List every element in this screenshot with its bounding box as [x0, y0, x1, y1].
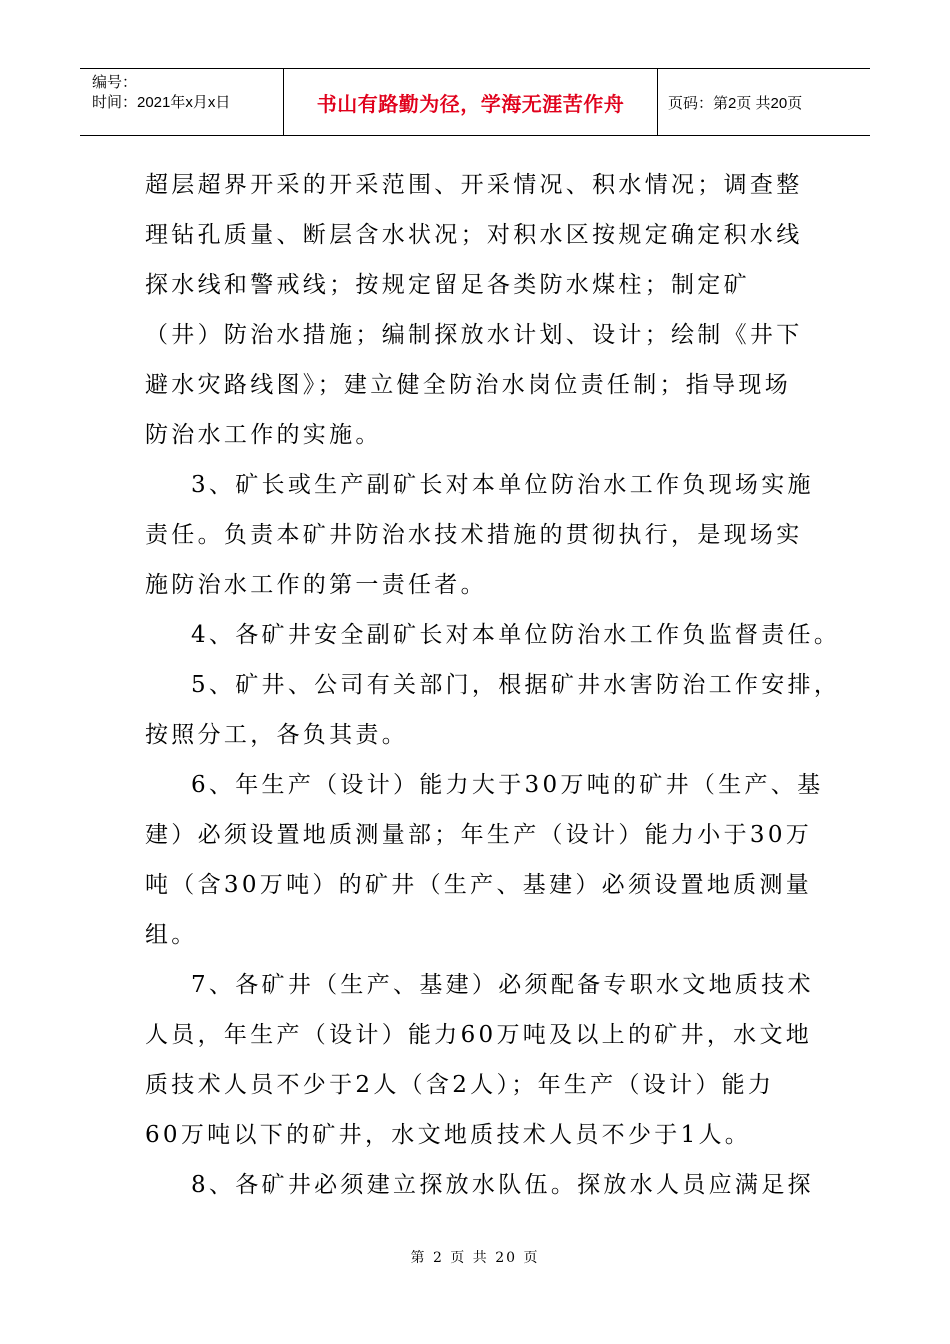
- paragraph: [145, 160, 810, 460]
- paragraph: [145, 610, 841, 660]
- paragraph-line: 60万吨以下的矿井，水文地质技术人员不少于1人。: [145, 1122, 752, 1148]
- document-time-label: 时间：2021年x月x日: [92, 94, 231, 111]
- paragraph-line: 3、矿长或生产副矿长对本单位防治水工作负现场实施: [191, 472, 814, 498]
- paragraph: [145, 1160, 814, 1210]
- paragraph-line: 4、各矿井安全副矿长对本单位防治水工作负监督责任。: [191, 622, 841, 648]
- header-meta: [80, 69, 283, 135]
- paragraph-line: 建）必须设置地质测量部；年生产（设计）能力小于30万: [145, 822, 813, 848]
- paragraph-line: 组。: [145, 922, 198, 948]
- paragraph-line: 质技术人员不少于2人（含2人）；年生产（设计）能力: [145, 1072, 775, 1098]
- paragraph-line: 避水灾路线图》；建立健全防治水岗位责任制；指导现场: [145, 372, 791, 398]
- paragraph-line: 人员，年生产（设计）能力60万吨及以上的矿井，水文地: [145, 1022, 813, 1048]
- header-motto: 书山有路勤为径，学海无涯苦作舟: [283, 69, 658, 135]
- paragraph-line: 8、各矿井必须建立探放水队伍。探放水人员应满足探: [191, 1172, 814, 1198]
- paragraph-line: 超层超界开采的开采范围、开采情况、积水情况；调查整: [145, 172, 803, 198]
- document-body: [145, 160, 841, 1210]
- paragraph-line: 5、矿井、公司有关部门，根据矿井水害防治工作安排，: [191, 672, 841, 698]
- paragraph-line: 探水线和警戒线；按规定留足各类防水煤柱；制定矿: [145, 272, 750, 298]
- document-number-label: 编号：: [92, 74, 138, 91]
- paragraph: [145, 760, 824, 960]
- paragraph-line: 按照分工，各负其责。: [145, 722, 408, 748]
- paragraph-line: （井）防治水措施；编制探放水计划、设计；绘制《井下: [145, 322, 803, 348]
- page-header: [80, 68, 870, 136]
- paragraph-line: 责任。负责本矿井防治水技术措施的贯彻执行，是现场实: [145, 522, 803, 548]
- paragraph-line: 吨（含30万吨）的矿井（生产、基建）必须设置地质测量: [145, 872, 813, 898]
- paragraph: [145, 660, 841, 760]
- paragraph: [145, 960, 814, 1160]
- paragraph-line: 6、年生产（设计）能力大于30万吨的矿井（生产、基: [191, 772, 824, 798]
- paragraph-line: 7、各矿井（生产、基建）必须配备专职水文地质技术: [191, 972, 814, 998]
- page-footer: 第 2 页 共 20 页: [410, 1250, 540, 1266]
- paragraph-line: 理钻孔质量、断层含水状况；对积水区按规定确定积水线: [145, 222, 803, 248]
- paragraph-line: 施防治水工作的第一责任者。: [145, 572, 487, 598]
- paragraph: [145, 460, 814, 610]
- paragraph-line: 防治水工作的实施。: [145, 422, 382, 448]
- header-page-code: 页码：第2页 共20页: [668, 94, 803, 112]
